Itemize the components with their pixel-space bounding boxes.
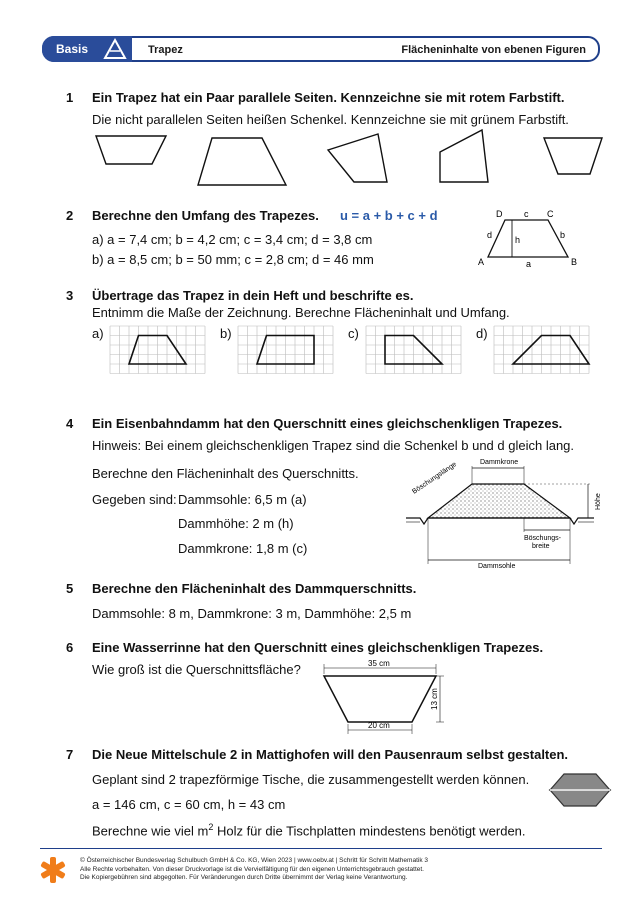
vertex-a: A xyxy=(478,257,485,267)
task-text: Geplant sind 2 trapezförmige Tische, die zusammengestellt werden können. xyxy=(92,772,530,787)
task-number: 1 xyxy=(66,90,74,105)
task-number: 4 xyxy=(66,416,74,431)
task-number: 7 xyxy=(66,747,74,762)
task-text: Berechne den Flächeninhalt des Querschnitts. xyxy=(92,466,359,481)
task-title: Berechne den Flächeninhalt des Dammquerschnitts. xyxy=(92,581,417,596)
side-d: d xyxy=(487,230,493,240)
task-question: Berechne wie viel $m^2$ Holz für die Tischplatten mindestens benötigt werden. xyxy=(92,822,526,839)
chapter-title: Flächeninhalte von ebenen Figuren xyxy=(401,44,586,56)
task-title: Eine Wasserrinne hat den Querschnitt eines gleichschenkligen Trapezes. xyxy=(92,640,544,655)
level-badge-label: Basis xyxy=(56,42,89,56)
label-b: b) xyxy=(220,326,232,341)
perimeter-formula: u = a + b + c + d xyxy=(340,208,438,223)
height-h: h xyxy=(515,235,521,245)
task-hint: Hinweis: Bei einem gleichschenkligen Trapez sind die Schenkel b und d gleich lang. xyxy=(92,438,575,453)
embankment-diagram xyxy=(400,452,610,577)
task-title: Ein Eisenbahndamm hat den Querschnitt eines gleichschenkligen Trapezes. xyxy=(92,416,563,431)
vertex-c: C xyxy=(547,209,554,219)
label-breite-1: Böschungs- xyxy=(524,535,561,542)
task-part-b: b) a = 8,5 cm; b = 50 mm; c = 2,8 cm; d = 46 mm xyxy=(92,252,374,267)
publisher-logo-icon xyxy=(40,855,66,885)
footer-rule xyxy=(40,848,602,849)
label-breite-2: breite xyxy=(532,543,550,550)
task-title: Übertrage das Trapez in dein Heft und beschrifte es. xyxy=(92,288,414,303)
topic-title: Trapez xyxy=(148,44,183,56)
given-label: Gegeben sind: xyxy=(92,492,177,507)
label-hoehe: Höhe xyxy=(595,493,602,510)
task-title: Ein Trapez hat ein Paar parallele Seiten. Kennzeichne sie mit rotem Farbstift. xyxy=(92,90,565,105)
task-number: 5 xyxy=(66,581,74,596)
side-a: a xyxy=(526,259,532,269)
task-values: a = 146 cm, c = 60 cm, h = 43 cm xyxy=(92,797,286,812)
label-boeschung: Böschungslänge xyxy=(411,460,459,496)
tables-diagram xyxy=(548,770,612,810)
task-number: 3 xyxy=(66,288,74,303)
task-part-a: a) a = 7,4 cm; b = 4,2 cm; c = 3,4 cm; d = 3,8 cm xyxy=(92,232,373,247)
label-top: 35 cm xyxy=(368,659,390,668)
task-text: Wie groß ist die Querschnittsfläche? xyxy=(92,662,301,677)
given-value-2: Dammhöhe: 2 m (h) xyxy=(178,516,294,531)
task-title: Die Neue Mittelschule 2 in Mattighofen will den Pausenraum selbst gestalten. xyxy=(92,747,569,762)
side-c: c xyxy=(524,209,529,219)
label-dammkrone: Dammkrone xyxy=(480,459,519,466)
label-c: c) xyxy=(348,326,359,341)
footer-text: © Österreichischer Bundesverlag Schulbuch GmbH & Co. KG, Wien 2023 | www.oebv.at | Schritt für Schritt Mathematik 3 Alle Rechte vorbehalten. Von dieser Druckvorlage ist die Vervielfältigung für den eigenen Unterrichtsgebrauch gestattet. Die Kopiergebühren sind abgegolten. Für Veränderungen durch Dritte übernimmt der Verlag keine Verantwortung. xyxy=(80,857,428,881)
water-channel-diagram xyxy=(318,658,448,738)
given-value-3: Dammkrone: 1,8 m (c) xyxy=(178,541,308,556)
label-d: d) xyxy=(476,326,488,341)
label-bottom: 20 cm xyxy=(368,721,390,730)
label-a: a) xyxy=(92,326,104,341)
task-text: Die nicht parallelen Seiten heißen Schenkel. Kennzeichne sie mit grünem Farbstift. xyxy=(92,112,569,127)
vertex-d: D xyxy=(496,209,503,219)
given-value-1: Dammsohle: 6,5 m (a) xyxy=(178,492,307,507)
grid-trapezoids xyxy=(0,0,640,400)
task-text: Entnimm die Maße der Zeichnung. Berechne Flächeninhalt und Umfang. xyxy=(92,305,510,320)
side-b: b xyxy=(560,230,566,240)
task-title: Berechne den Umfang des Trapezes. xyxy=(92,208,319,223)
task-number: 2 xyxy=(66,208,74,223)
vertex-b: B xyxy=(571,257,578,267)
label-dammsohle: Dammsohle xyxy=(478,563,516,570)
task-text: Dammsohle: 8 m, Dammkrone: 3 m, Dammhöhe: 2,5 m xyxy=(92,606,412,621)
label-height: 13 cm xyxy=(430,688,439,710)
task-number: 6 xyxy=(66,640,74,655)
